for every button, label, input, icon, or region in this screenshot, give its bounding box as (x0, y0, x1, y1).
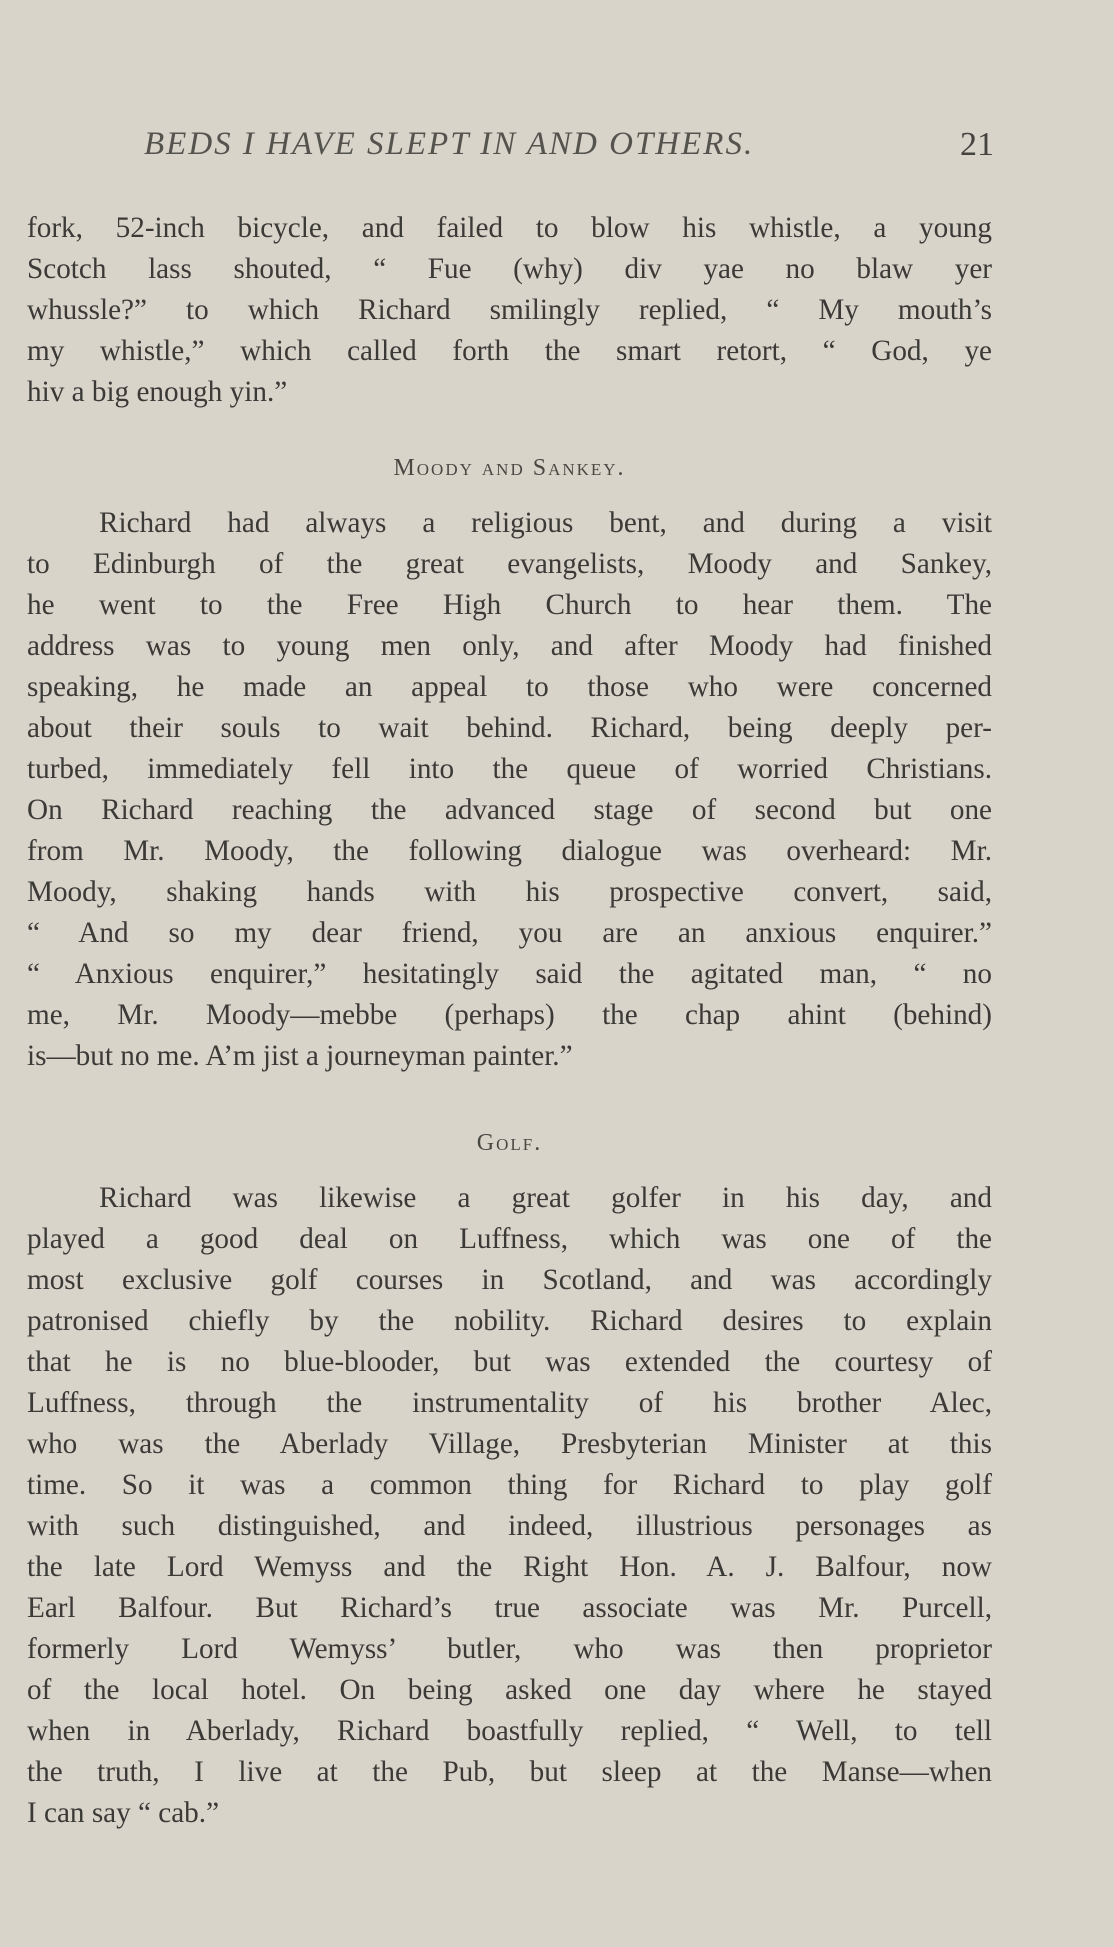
text-line: Richard was likewise a great golfer in his day, and (99, 1182, 992, 1214)
paragraph-continuation (27, 208, 992, 413)
text-line: “ Anxious enquirer,” hesitatingly said the agitated man, “ no (27, 958, 992, 990)
text-line: turbed, immediately fell into the queue of worried Christians. (27, 753, 992, 785)
text-line: from Mr. Moody, the following dialogue was overheard: Mr. (27, 835, 992, 867)
text-line: formerly Lord Wemyss’ butler, who was then proprietor (27, 1633, 992, 1665)
text-line: to Edinburgh of the great evangelists, Moody and Sankey, (27, 548, 992, 580)
text-line: address was to young men only, and after Moody had finished (27, 630, 992, 662)
text-line: Richard had always a religious bent, and during a visit (99, 507, 992, 539)
text-line: time. So it was a common thing for Richard to play golf (27, 1469, 992, 1501)
text-line: Moody, shaking hands with his prospective convert, said, (27, 876, 992, 908)
section-heading-moody-and-sankey: Moody and Sankey. (393, 455, 626, 481)
text-line: Earl Balfour. But Richard’s true associate was Mr. Purcell, (27, 1592, 992, 1624)
paragraph-moody-and-sankey (27, 503, 992, 1077)
text-line: me, Mr. Moody—mebbe (perhaps) the chap ahint (behind) (27, 999, 992, 1031)
text-line: the late Lord Wemyss and the Right Hon. A. J. Balfour, now (27, 1551, 992, 1583)
text-line: I can say “ cab.” (27, 1797, 220, 1829)
running-title: BEDS I HAVE SLEPT IN AND OTHERS. (144, 126, 755, 162)
text-line: “ And so my dear friend, you are an anxious enquirer.” (27, 917, 992, 949)
text-line: Luffness, through the instrumentality of his brother Alec, (27, 1387, 992, 1419)
page-header (144, 126, 994, 172)
paragraph-golf (27, 1178, 992, 1834)
text-line: fork, 52-inch bicycle, and failed to blow his whistle, a young (27, 212, 992, 244)
section-heading-golf: Golf. (476, 1130, 543, 1156)
text-line: the truth, I live at the Pub, but sleep at the Manse—when (27, 1756, 992, 1788)
text-line: whussle?” to which Richard smilingly replied, “ My mouth’s (27, 294, 992, 326)
text-line: with such distinguished, and indeed, illustrious personages as (27, 1510, 992, 1542)
text-line: who was the Aberlady Village, Presbyterian Minister at this (27, 1428, 992, 1460)
text-line: most exclusive golf courses in Scotland, and was accordingly (27, 1264, 992, 1296)
text-line: that he is no blue-blooder, but was extended the courtesy of (27, 1346, 992, 1378)
text-line: is—but no me. A’m jist a journeyman painter.” (27, 1040, 573, 1072)
text-line: when in Aberlady, Richard boastfully replied, “ Well, to tell (27, 1715, 992, 1747)
text-line: he went to the Free High Church to hear them. The (27, 589, 992, 621)
text-line: speaking, he made an appeal to those who were concerned (27, 671, 992, 703)
text-line: about their souls to wait behind. Richard, being deeply per- (27, 712, 992, 744)
text-line: Scotch lass shouted, “ Fue (why) div yae no blaw yer (27, 253, 992, 285)
text-line: hiv a big enough yin.” (27, 376, 288, 408)
text-line: of the local hotel. On being asked one day where he stayed (27, 1674, 992, 1706)
text-line: my whistle,” which called forth the smart retort, “ God, ye (27, 335, 992, 367)
text-line: patronised chiefly by the nobility. Richard desires to explain (27, 1305, 992, 1337)
page-body (27, 208, 992, 1834)
text-line: played a good deal on Luffness, which was one of the (27, 1223, 992, 1255)
page-number: 21 (960, 126, 994, 163)
text-line: On Richard reaching the advanced stage of second but one (27, 794, 992, 826)
